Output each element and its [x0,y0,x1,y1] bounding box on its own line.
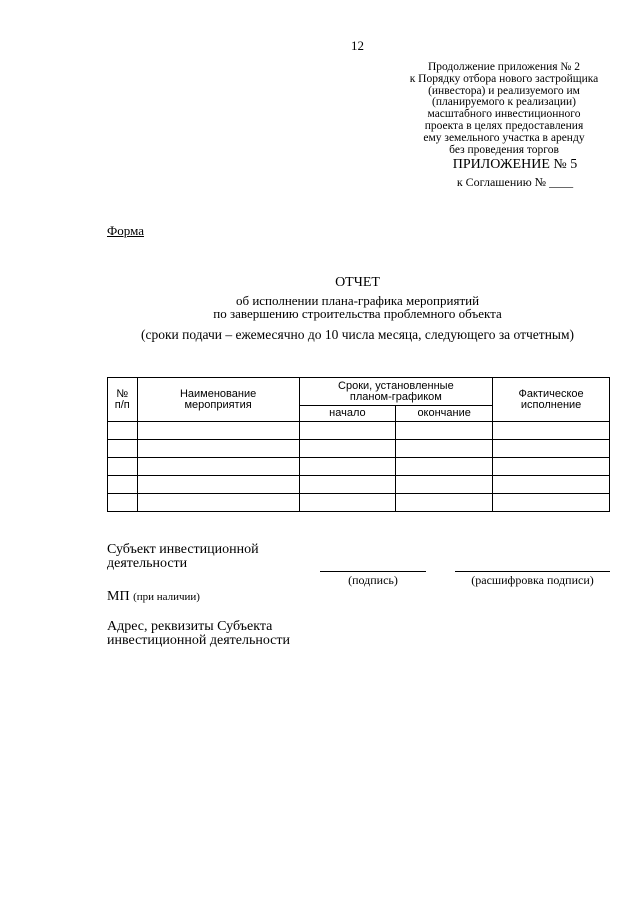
header-terms-line2: планом-графиком [349,390,442,403]
header-start: начало [299,406,396,422]
seal-label-text: МП [107,589,130,604]
address-label-line1: Адрес, реквизиты Субъекта [107,619,273,634]
page-number: 12 [351,38,364,53]
table-cell[interactable] [299,440,396,458]
table-header-row [108,378,610,406]
seal-label [107,589,200,605]
seal-note: (при наличии) [133,591,200,603]
form-label: Форма [107,223,144,238]
address-label-line2: инвестиционной деятельности [107,633,291,648]
signature-caption: (подпись) [348,573,398,587]
table-cell[interactable] [493,494,610,512]
header-name-line2: мероприятия [184,398,252,411]
table-row [108,440,610,458]
report-subtitle-line2: по завершению строительства проблемного объекта [213,306,502,321]
header-number-line2: п/п [114,398,130,411]
continuation-line: масштабного инвестиционного [427,108,581,121]
continuation-line: (инвестора) и реализуемого им [428,84,580,97]
continuation-line: ему земельного участка в аренду [423,131,585,144]
continuation-line: без проведения торгов [449,143,559,156]
table-cell[interactable] [108,494,138,512]
report-title: ОТЧЕТ [335,275,380,290]
header-number [108,378,138,422]
signature-decode-line[interactable] [455,571,610,572]
header-fact [493,378,610,422]
appendix-title: ПРИЛОЖЕНИЕ № 5 [452,157,578,172]
deadline-note: (сроки подачи – ежемесячно до 10 числа месяца, следующего за отчетным) [140,327,575,342]
agreement-reference: к Соглашению № ____ [456,175,574,189]
header-terms [299,378,493,406]
continuation-line: проекта в целях предоставления [424,119,584,132]
table-row [108,458,610,476]
address-label [107,620,290,648]
table-cell[interactable] [137,476,299,494]
table-cell[interactable] [493,440,610,458]
header-fact-line2: исполнение [520,398,582,411]
table-cell[interactable] [493,476,610,494]
continuation-line: Продолжение приложения № 2 [427,61,581,73]
table-cell[interactable] [299,494,396,512]
continuation-line: (планируемого к реализации) [431,96,576,109]
table-row [108,476,610,494]
header-end: окончание [396,406,493,422]
table-cell[interactable] [137,440,299,458]
table-cell[interactable] [108,476,138,494]
continuation-header [384,62,624,156]
report-subtitle-line1: об исполнении плана-графика мероприятий [235,293,480,308]
table-cell[interactable] [396,494,493,512]
table-row [108,494,610,512]
table-cell[interactable] [493,422,610,440]
header-fact-line1: Фактическое [518,387,584,400]
table-cell[interactable] [299,458,396,476]
table-cell[interactable] [493,458,610,476]
subject-label-line1: Субъект инвестиционной [107,542,259,557]
table-cell[interactable] [137,422,299,440]
header-name [137,378,299,422]
table-cell[interactable] [137,458,299,476]
table-cell[interactable] [396,458,493,476]
table-cell[interactable] [299,422,396,440]
header-name-line1: Наименование [179,387,257,400]
report-table [107,377,610,512]
table-cell[interactable] [108,422,138,440]
subject-label-line2: деятельности [107,556,188,571]
continuation-line: к Порядку отбора нового застройщика [409,72,599,85]
table-cell[interactable] [137,494,299,512]
table-cell[interactable] [108,440,138,458]
table-cell[interactable] [108,458,138,476]
signature-line[interactable] [320,571,426,572]
header-terms-line1: Сроки, установленные [338,379,454,392]
subject-label [107,543,259,571]
header-number-line1: № [116,387,129,400]
table-row [108,422,610,440]
table-cell[interactable] [299,476,396,494]
table-cell[interactable] [396,476,493,494]
table-cell[interactable] [396,440,493,458]
table-cell[interactable] [396,422,493,440]
signature-decode-caption: (расшифровка подписи) [471,573,594,587]
